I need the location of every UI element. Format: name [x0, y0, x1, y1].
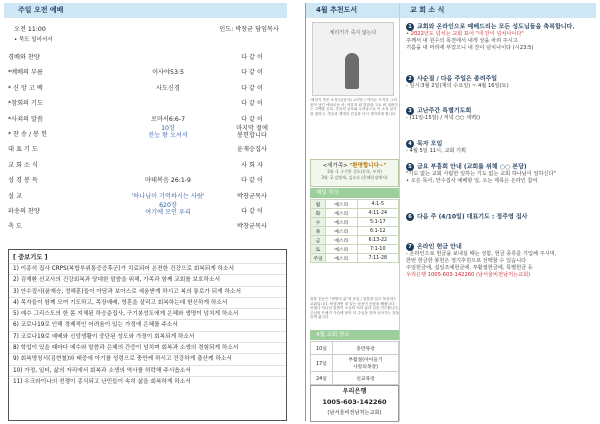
prayer-item: 8) 학업이 있을 때마다 예수와 말씀과 은혜의 간증이 넘치며 회복과 소생의 경험되게 하소서: [9, 342, 286, 353]
prayer-box: [8, 249, 287, 421]
new-family-line: 3월 -2 김영재, 김오숙 (은혜목장에서): [321, 175, 388, 180]
order-person: 사 회 자: [241, 161, 263, 169]
prayer-item: 6) 코로나19로 인해 경제적인 어려움이 있는 가정에 은혜를 주소서: [9, 319, 286, 330]
news-item: [406, 163, 556, 185]
bank-account: 1005-603-142260: [322, 398, 387, 406]
prayer-list: [9, 263, 286, 387]
bible-book: 예스라: [326, 245, 358, 254]
order-name: *참회의 기도: [8, 100, 43, 108]
order-detail: 마태복음 26:1-9: [145, 177, 191, 185]
cleaning-date: 24일: [311, 372, 333, 385]
order-person: 박창균목사: [237, 192, 267, 200]
news-line: 주일헌금에, 십일조예헌금에, 부활절헌금에, 특별헌금 등: [406, 264, 533, 271]
cleaning-group: 부활절(아이들기 사랑의목장): [332, 355, 398, 372]
bible-book: 예스라: [326, 227, 358, 236]
news-item: [406, 107, 480, 122]
cleaning-header: 4월 교회 청소: [310, 330, 399, 340]
order-row: [8, 81, 284, 95]
order-detail: '하나님이 기억하시는 사람': [131, 192, 205, 200]
order-detail: 620장 여기에 모인 우리: [145, 202, 191, 216]
service-leader: 인도: 박창균 담임목사: [219, 26, 279, 33]
news-line: "기도 없는 교회 사람한 일하는 기도 없는 교회 하나님이 일하신다": [406, 171, 556, 178]
bible-row: [311, 218, 399, 227]
news-number: 7: [406, 243, 414, 251]
bible-range: 6:13-22: [357, 236, 398, 245]
bible-day: 목: [311, 227, 326, 236]
prayer-item: 5) 예수 그리스도의 한 몸 지체된 하승준집사, 구기봉성도에게 은혜와 생명이 넘치게 하소서: [9, 308, 286, 319]
bible-note: 말씀 본문은 "생명의 삶"과 동일 / 말씀을 읽고 묵상하는 교회입니다. 묵상하면 내 있는 마음이 응답을 해줍니다. 언제나 하나님 말씀이 오늘의 저의 삶과 길을 인도합니다. 주님의 은혜가 가슴에 닿아 더 주님을 알며 나아가는 것을 알게 됩니다: [310, 297, 399, 320]
order-person: 다 같 이: [241, 100, 263, 108]
order-name: * 찬 송 / 봉 헌: [8, 131, 47, 138]
order-detail: 로마서6:6-7: [150, 115, 186, 123]
book-description: '체리키 작은 소설'(공동사) 요약문 / 이어온 뜨거운 그리움이 남긴 애처로운 마, 억유적 회 말함을 고요 써 내려가는 고백을 등록. 죽음의 공포와 두려움으로 이 소설 읽기를 권하고, 죽음과 생명의 진실을 다시 생각하게 합니다: [310, 98, 398, 116]
order-detail: 사도신경: [156, 84, 180, 92]
order-person: 다 같 이: [241, 177, 263, 185]
bank-box: [310, 385, 399, 422]
order-name: *예배의 부름: [8, 69, 43, 77]
order-person: 마지막 절에 봉헌합니다: [236, 125, 268, 139]
order-row: [8, 50, 284, 64]
news-number: 6: [406, 213, 414, 221]
worship-header: 주일 오전 예배: [4, 3, 287, 18]
prayer-item: 10) 가정, 일터, 삶의 자리에서 회복과 소생의 역사를 허락해 주시옵소서: [9, 365, 286, 376]
book-header: 4월 추천도서: [306, 3, 399, 18]
news-header: 교 회 소 식: [400, 3, 596, 18]
bible-range: 4:11-24: [357, 209, 398, 218]
cleaning-row: [311, 342, 399, 355]
order-detail: 10장 전능 왕 오셔서: [148, 125, 188, 139]
news-title: 5 금요 부흥회 안내 (교회를 위해 ○○ 본당): [406, 163, 556, 171]
bible-day: 화: [311, 209, 326, 218]
new-family-line: 3월 -1 구기봉 성도(등록, 부천): [327, 169, 382, 174]
news-line: • 오은 목사, 안수집사 예배할 일, 오는 제목은 온라인 참여: [406, 178, 538, 185]
service-time: 오전 11:00: [14, 26, 46, 33]
order-row: [8, 158, 284, 172]
bible-day: 토: [311, 245, 326, 254]
news-item: [406, 75, 509, 90]
news-title: 1 교회와 온라인으로 예배드리는 모든 성도님들을 축복합니다.: [406, 23, 575, 31]
order-name: 파송의 찬양: [8, 208, 40, 215]
order-person: 박창균목사: [237, 223, 267, 231]
order-row: [8, 204, 284, 218]
order-row: [8, 219, 284, 233]
news-number: 3: [406, 107, 414, 115]
bible-range: 6:1-12: [357, 227, 398, 236]
bible-row: [311, 209, 399, 218]
bible-day: 월: [311, 200, 326, 209]
order-name: 설 교: [8, 192, 22, 200]
bible-day: 수: [311, 218, 326, 227]
news-line: 우리은행 1005-603-142260 (남서울비전남처는교회): [406, 271, 531, 278]
order-person: 윤재승집사: [237, 146, 267, 154]
news-title: 7 온라인 헌금 안내: [406, 243, 556, 251]
news-line: - 4월 5일 11시, 교회 기획: [406, 148, 467, 155]
bible-range: 4:1-5: [357, 200, 398, 209]
order-name: * 신 앙 고 백: [8, 84, 43, 92]
news-line: • 2022년도 넘치는 교회 표어 "네 잔이 넘치나이다": [406, 31, 524, 38]
order-row: [8, 189, 284, 203]
worship-order-panel: [4, 3, 287, 421]
news-title: 6 다음 주 (4/10일) 대표기도 : 정주영 집사: [406, 213, 527, 221]
bible-book: 예스라: [326, 209, 358, 218]
order-name: 경배와 찬양: [8, 54, 40, 61]
news-number: 1: [406, 23, 414, 31]
news-number: 5: [406, 163, 414, 171]
person-figure-icon: [345, 53, 359, 89]
new-family-title: <새가족>: [322, 163, 348, 169]
order-person: 다 같 이: [241, 115, 263, 123]
bible-book: 예스라: [326, 254, 358, 263]
prayer-title: [ 중보기도 ]: [13, 254, 48, 261]
news-item: [406, 243, 556, 278]
prayer-item: 1) 이종석 집사 CRPS(복합부위통증증후군)가 치료되어 온전한 건강으로 회복되게 하소서: [9, 263, 286, 274]
news-line: - 일시:3월 2일(재의 수요일) ~ 4월 16일(토): [406, 83, 509, 90]
order-name: 대 표 기 도: [8, 146, 38, 154]
bible-row: [311, 227, 399, 236]
cleaning-date: 17일: [311, 355, 333, 372]
prayer-item: 9) 회복명칭시(김현철)와 태중에 아기를 성령으로 충만케 하시고 건강하게 출산케 하소서: [9, 353, 286, 364]
order-row: [8, 127, 284, 141]
news-title: 2 사순절 / 다음 주일은 종려주일: [406, 75, 509, 83]
news-title: 3 고난주간 특별기도회: [406, 107, 480, 115]
order-row: [8, 96, 284, 110]
order-detail: 이사야53:5: [152, 69, 184, 77]
silent-prayer: • 묵도 일어서서: [14, 37, 53, 43]
order-row: [8, 142, 284, 156]
news-line: 기름을 내 머리에 부었으니 내 잔이 넘치나이다 (시23:5): [406, 44, 534, 51]
order-name: *사죄의 말씀: [8, 115, 43, 123]
news-line: 한번 헌금한 봉헌은 정기후원으로 선택할 수 있습니다: [406, 258, 527, 265]
order-person: 다 같 이: [241, 69, 263, 77]
new-family-box: [310, 159, 399, 187]
church-news-panel: [399, 3, 596, 421]
news-line: - (11일-15일) / 저녁 ○○ 새벽(): [406, 115, 481, 122]
prayer-item: 2) 김재환 선교사의 건강회복과 당대한 말씀을 위해, 가족과 함께 교회를 보호하소서: [9, 274, 286, 285]
bank-owner: (남서울비전남처는교회): [327, 410, 382, 416]
book-cover-image: [312, 22, 394, 96]
news-item: [406, 140, 466, 155]
bible-book: 예스라: [326, 200, 358, 209]
bible-book: 예스라: [326, 218, 358, 227]
bible-row: [311, 245, 399, 254]
bible-row: [311, 236, 399, 245]
order-name: 축 도: [8, 223, 22, 231]
bible-row: [311, 254, 399, 263]
cleaning-row: [311, 355, 399, 372]
cleaning-group: 선교목장: [332, 372, 398, 385]
bible-range: 7:1-10: [357, 245, 398, 254]
prayer-item: 4) 목자들이 함께 모여 기도하고, 목장예배, 영혼을 살리고 회복하는데 헌신하게 하소서: [9, 297, 286, 308]
cleaning-date: 10일: [311, 342, 333, 355]
news-item: [406, 23, 575, 52]
bible-day: 주일: [311, 254, 326, 263]
prayer-item: 3) 안수집사(윤재승, 정해훈)들이 아담과 보아스로 세움받게 하시고 복의 통로가 되게 하소서: [9, 286, 286, 297]
order-name: 성 경 봉 독: [8, 177, 38, 185]
prayer-item: 7) 코로나19로 예배와 신앙생활이 중단된 성도와 가정이 회복되게 하소서: [9, 331, 286, 342]
cleaning-table: [310, 341, 399, 385]
news-number: 2: [406, 75, 414, 83]
cleaning-group: 충만목장: [332, 342, 398, 355]
news-title: 4 목자 모임: [406, 140, 466, 148]
prayer-item: 11) 우크라이나의 전쟁이 종식되고 난민들이 속히 삶을 회복하게 하소서: [9, 376, 286, 387]
new-family-welcome: "환영합니다~": [349, 163, 387, 169]
bible-row: [311, 200, 399, 209]
cleaning-row: [311, 372, 399, 385]
bible-range: 5:1-17: [357, 218, 398, 227]
bible-reading-table: [310, 199, 399, 263]
order-row: [8, 65, 284, 79]
bank-name: 우리은행: [342, 388, 367, 395]
bible-book: 예스라: [326, 236, 358, 245]
news-line: - 온라인으로 헌금을 보내실 때는 성함, 헌금 종류를 기입해 주시며,: [406, 251, 557, 258]
book-panel: [305, 3, 399, 421]
order-person: 다 같 이: [241, 54, 263, 61]
book-title: 체리키가 죽지 않는다: [329, 30, 377, 36]
bible-range: 7:11-28: [357, 254, 398, 263]
order-row: [8, 112, 284, 126]
order-name: 교 회 소 식: [8, 161, 38, 169]
order-person: 다 같 이: [241, 208, 263, 215]
order-row: [8, 173, 284, 187]
news-number: 4: [406, 140, 414, 148]
news-line: 주께서 내 원수의 목전에서 내게 상을 차려 주시고: [406, 38, 518, 45]
news-item: [406, 213, 527, 221]
bible-day: 금: [311, 236, 326, 245]
order-person: 다 같 이: [241, 84, 263, 92]
bible-reading-header: 매일 묵상: [310, 188, 399, 198]
